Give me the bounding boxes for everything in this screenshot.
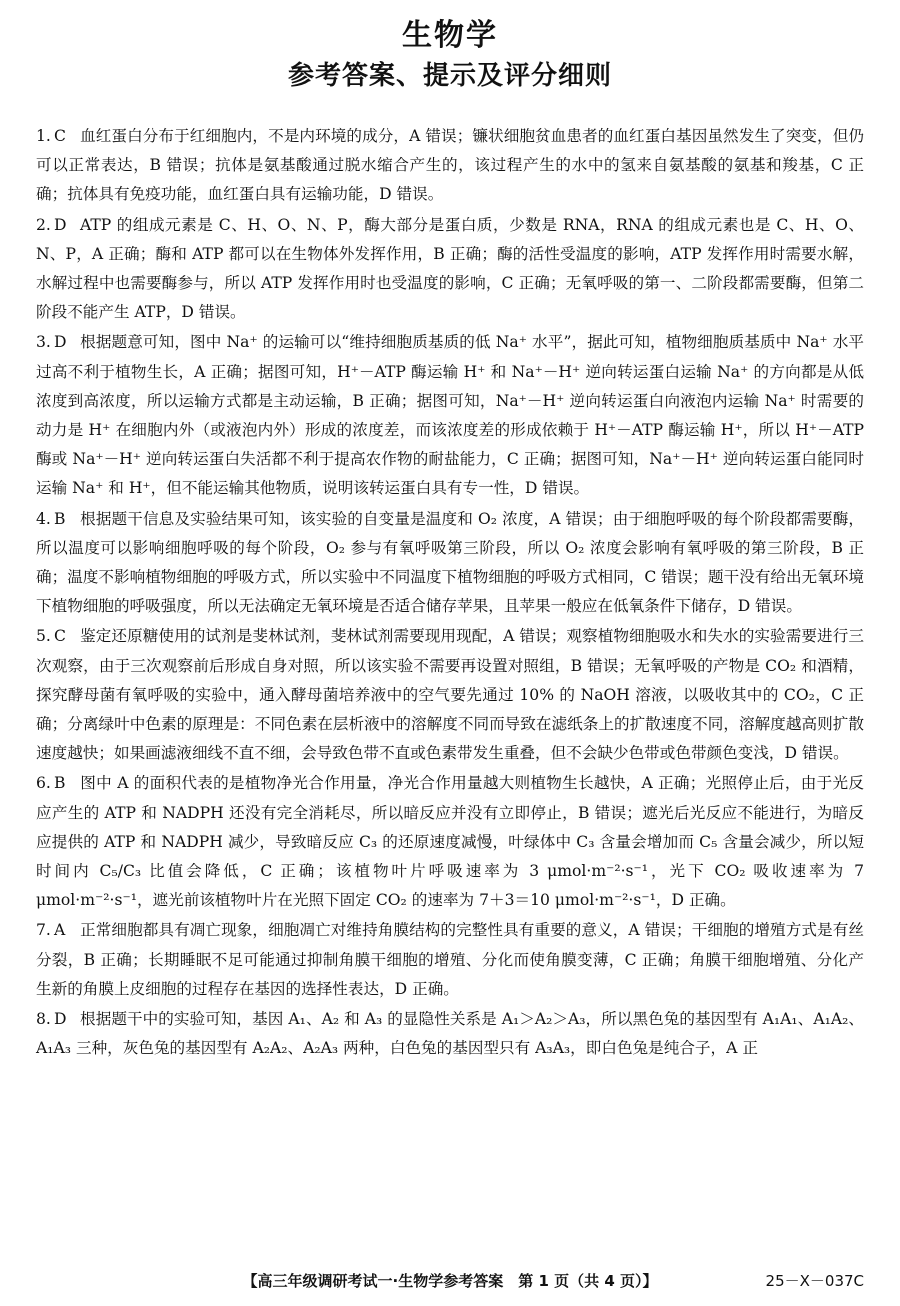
item-number: 5. (36, 627, 51, 646)
page-subtitle: 参考答案、提示及评分细则 (287, 61, 612, 91)
answer-item-5 (36, 622, 864, 768)
answer-item-2 (36, 211, 864, 328)
item-explanation: 根据题意可知，图中 Na⁺ 的运输可以“维持细胞质基质的低 Na⁺ 水平”，据此可知，植物细胞质基质中 Na⁺ 水平过高不利于植物生长，A 正确；据图可知，H⁺－ATP 酶运输 H⁺ 和 Na⁺－H⁺ 逆向转运蛋白运输 Na⁺ 的方向都是从低浓度到高浓度，所以运输方式都是主动运输，B 正确；据图可知，Na⁺－H⁺ 逆向转运蛋白向液泡内运输 Na⁺ 时需要的动力是 H⁺ 在细胞内外（或液泡内外）形成的浓度差，而该浓度差的形成依赖于 H⁺－ATP 酶运输 H⁺，所以 H⁺－ATP 酶或 Na⁺－H⁺ 逆向转运蛋白失活都不利于提高农作物的耐盐能力，C 正确；据图可知，Na⁺－H⁺ 逆向转运蛋白能同时运输 Na⁺ 和 H⁺，但不能运输其他物质，说明该转运蛋白具有专一性，D 错误。 (36, 333, 864, 498)
item-number: 2. (36, 215, 51, 234)
item-number: 3. (36, 333, 51, 352)
answer-item-6 (36, 769, 864, 915)
item-explanation: 血红蛋白分布于红细胞内，不是内环境的成分，A 错误；镰状细胞贫血患者的血红蛋白基因虽然发生了突变，但仍可以正常表达，B 错误；抗体是氨基酸通过脱水缩合产生的，该过程产生的水中的氢来自氨基酸的氨基和羧基，C 正确；抗体具有免疫功能，血红蛋白具有运输功能，D 错误。 (36, 127, 864, 204)
item-answer: D (54, 215, 67, 234)
item-answer: C (54, 627, 66, 646)
item-explanation: 正常细胞都具有凋亡现象，细胞凋亡对维持角膜结构的完整性具有重要的意义，A 错误；干细胞的增殖方式是有丝分裂，B 正确；长期睡眠不足可能通过抑制角膜干细胞的增殖、分化而使角膜变薄，C 正确；角膜干细胞增殖、分化产生新的角膜上皮细胞的过程存在基因的选择性表达，D 正确。 (36, 921, 864, 998)
item-explanation: 根据题干信息及实验结果可知，该实验的自变量是温度和 O₂ 浓度，A 错误；由于细胞呼吸的每个阶段都需要酶，所以温度可以影响细胞呼吸的每个阶段，O₂ 参与有氧呼吸第三阶段，所以 O₂ 浓度会影响有氧呼吸的第三阶段，B 正确；温度不影响植物细胞的呼吸方式，所以实验中不同温度下植物细胞的呼吸方式相同，C 错误；题干没有给出无氧环境下植物细胞的呼吸强度，所以无法确定无氧环境是否适合储存苹果，且苹果一般应在低氧条件下储存，D 错误。 (36, 509, 864, 616)
answer-item-1 (36, 122, 864, 210)
answer-item-8 (36, 1005, 864, 1063)
item-answer: A (54, 921, 66, 940)
item-explanation: ATP 的组成元素是 C、H、O、N、P，酶大部分是蛋白质，少数是 RNA，RNA 的组成元素也是 C、H、O、N、P，A 正确；酶和 ATP 都可以在生物体外发挥作用，B 正确；酶的活性受温度的影响，ATP 发挥作用时需要水解，水解过程中也需要酶参与，所以 ATP 发挥作用时也受温度的影响，C 正确；无氧呼吸的第一、二阶段都需要酶，但第二阶段不能产生 ATP，D 错误。 (36, 215, 864, 322)
item-number: 6. (36, 774, 51, 793)
item-answer: C (54, 127, 66, 145)
item-explanation: 根据题干中的实验可知，基因 A₁、A₂ 和 A₃ 的显隐性关系是 A₁＞A₂＞A₃，所以黑色兔的基因型有 A₁A₁、A₁A₂、A₁A₃ 三种，灰色兔的基因型有 A₂A₂、A₂A₃ 两种，白色兔的基因型只有 A₃A₃，即白色兔是纯合子，A 正 (36, 1010, 864, 1058)
answer-item-4 (36, 505, 864, 622)
item-number: 1. (36, 127, 51, 145)
item-answer: B (54, 509, 66, 528)
item-number: 4. (36, 509, 51, 528)
footer-code: 25－X－037C (765, 1272, 864, 1290)
item-answer: D (54, 1010, 67, 1029)
page-title: 生物学 (402, 18, 498, 53)
item-number: 7. (36, 921, 51, 940)
item-answer: D (54, 333, 67, 352)
item-answer: B (54, 774, 66, 793)
answer-item-3 (36, 328, 864, 503)
page-footer (36, 1268, 864, 1294)
answer-item-7 (36, 916, 864, 1004)
item-explanation: 鉴定还原糖使用的试剂是斐林试剂，斐林试剂需要现用现配，A 错误；观察植物细胞吸水和失水的实验需要进行三次观察，由于三次观察前后形成自身对照，所以该实验不需要再设置对照组，B 错误；无氧呼吸的产物是 CO₂ 和酒精，探究酵母菌有氧呼吸的实验中，通入酵母菌培养液中的空气要先通过 10% 的 NaOH 溶液，以吸收其中的 CO₂，C 正确；分离绿叶中色素的原理是：不同色素在层析液中的溶解度不同而导致在滤纸条上的扩散速度不同，溶解度越高则扩散速度越快；如果画滤液细线不直不细，会导致色带不直或色素带发生重叠，但不会缺少色带或色带颜色变浅，D 错误。 (36, 627, 864, 763)
answer-list (36, 122, 864, 1065)
item-explanation: 图中 A 的面积代表的是植物净光合作用量，净光合作用量越大则植物生长越快，A 正确；光照停止后，由于光反应产生的 ATP 和 NADPH 还没有完全消耗尽，所以暗反应并没有立即停止，B 错误；遮光后光反应不能进行，为暗反应提供的 ATP 和 NADPH 减少，导致暗反应 C₃ 的还原速度减慢，叶绿体中 C₃ 含量会增加而 C₅ 含量会减少，所以短时间内 C₅/C₃ 比值会降低，C 正确；该植物叶片呼吸速率为 3 μmol·m⁻²·s⁻¹，光下 CO₂ 吸收速率为 7 μmol·m⁻²·s⁻¹，遮光前该植物叶片在光照下固定 CO₂ 的速率为 7＋3＝10 μmol·m⁻²·s⁻¹，D 正确。 (36, 774, 864, 910)
footer-page-info: 【高三年级调研考试一·生物学参考答案 第 1 页（共 4 页）】 (242, 1272, 658, 1290)
item-number: 8. (36, 1010, 51, 1029)
